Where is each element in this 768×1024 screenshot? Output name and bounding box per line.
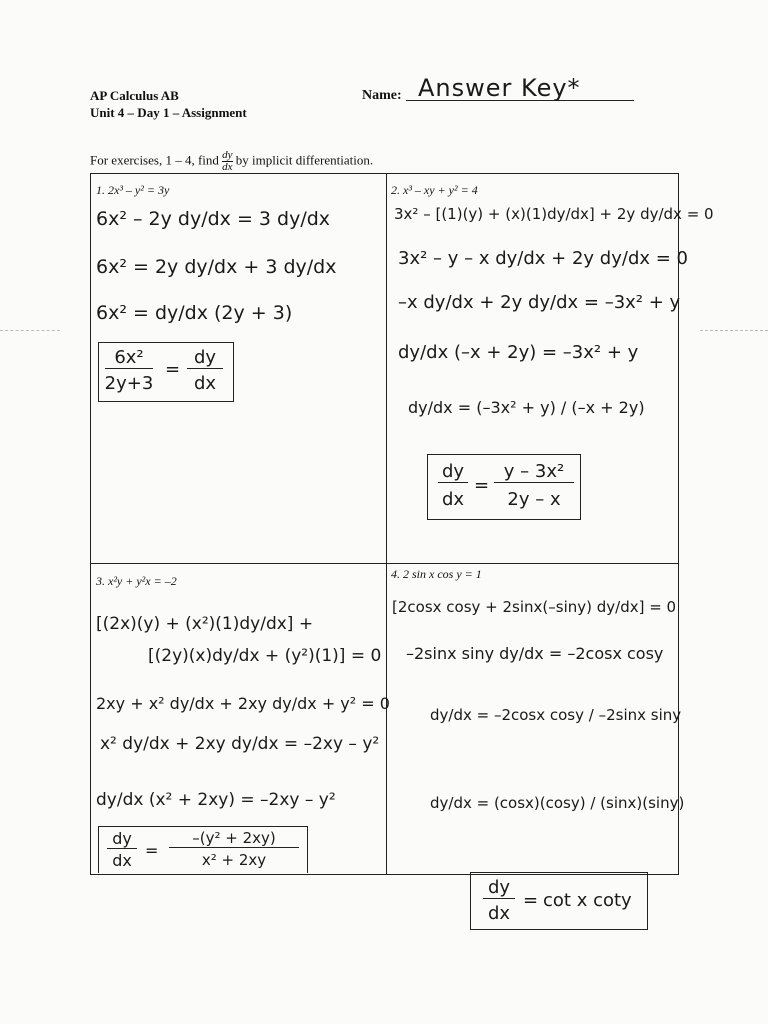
grid-horizontal-divider [90,563,679,564]
problem-4-step: –2sinx siny dy/dx = –2cosx cosy [406,644,664,663]
answer-dx: dx [112,851,132,870]
course-title: AP Calculus AB [90,88,179,103]
problem-2-step: dy/dx = (–3x² + y) / (–x + 2y) [408,398,645,417]
problem-3-answer-box [98,826,308,873]
problem-2-step: –x dy/dx + 2y dy/dx = –3x² + y [398,292,681,313]
answer-denominator: 2y+3 [104,373,154,394]
scan-mark-right [700,330,768,332]
answer-equals: = [474,475,490,496]
problem-2-answer-box [427,454,581,520]
problem-1-label: 1. 2x³ – y² = 3y [96,183,170,197]
unit-title: Unit 4 – Day 1 – Assignment [90,105,247,120]
answer-denominator: 2y – x [507,489,561,510]
answer-numerator: y – 3x² [494,461,574,483]
problem-grid [90,173,682,875]
name-label: Name: [362,88,402,103]
answer-equals: = [523,890,539,911]
grid-vertical-divider [386,173,387,875]
problem-4-step: dy/dx = –2cosx cosy / –2sinx siny [430,706,682,724]
problem-2-label: 2. x³ – xy + y² = 4 [391,183,478,197]
answer-dy: dy [107,829,137,849]
problem-3-step: x² dy/dx + 2xy dy/dx = –2xy – y² [100,734,380,754]
name-value: Answer Key* [418,74,581,102]
problem-3-step: dy/dx (x² + 2xy) = –2xy – y² [96,790,336,810]
answer-denominator: x² + 2xy [201,851,267,869]
answer-result: cot x coty [543,890,632,911]
problem-3-label: 3. x²y + y²x = –2 [96,574,177,588]
problem-2-step: 3x² – y – x dy/dx + 2y dy/dx = 0 [398,248,689,269]
problem-3-step: [(2x)(y) + (x²)(1)dy/dx] + [96,614,314,634]
answer-dx: dx [487,903,511,924]
problem-1-step: 6x² = 2y dy/dx + 3 dy/dx [96,256,337,278]
problem-4-label: 4. 2 sin x cos y = 1 [391,567,482,581]
problem-1-step: 6x² – 2y dy/dx = 3 dy/dx [96,208,331,230]
answer-equals: = [145,841,159,860]
answer-dx: dx [441,489,465,510]
answer-dy: dy [483,877,515,899]
problem-2-step: 3x² – [(1)(y) + (x)(1)dy/dx] + 2y dy/dx = 0 [394,205,714,223]
problem-4-step: [2cosx cosy + 2sinx(–siny) dy/dx] = 0 [392,598,677,616]
problem-1-answer-box [98,342,234,402]
scan-mark-left [0,330,60,332]
answer-dy: dy [187,347,223,369]
problem-3-step: 2xy + x² dy/dx + 2xy dy/dx + y² = 0 [96,694,390,713]
problem-1-step: 6x² = dy/dx (2y + 3) [96,302,293,324]
instructions: For exercises, 1 – 4, find $\frac{dy}{dx}$ by implicit differentiation. [90,149,374,173]
problem-3-step: [(2y)(x)dy/dx + (y²)(1)] = 0 [148,646,382,666]
problem-4-answer-box [470,872,648,930]
problem-4-step: dy/dx = (cosx)(cosy) / (sinx)(siny) [430,794,685,812]
answer-numerator: –(y² + 2xy) [169,829,299,848]
answer-dy: dy [438,461,468,483]
problem-2-step: dy/dx (–x + 2y) = –3x² + y [398,342,639,363]
answer-equals: = [165,359,181,380]
answer-dx: dx [193,373,217,394]
answer-numerator: 6x² [105,347,153,369]
